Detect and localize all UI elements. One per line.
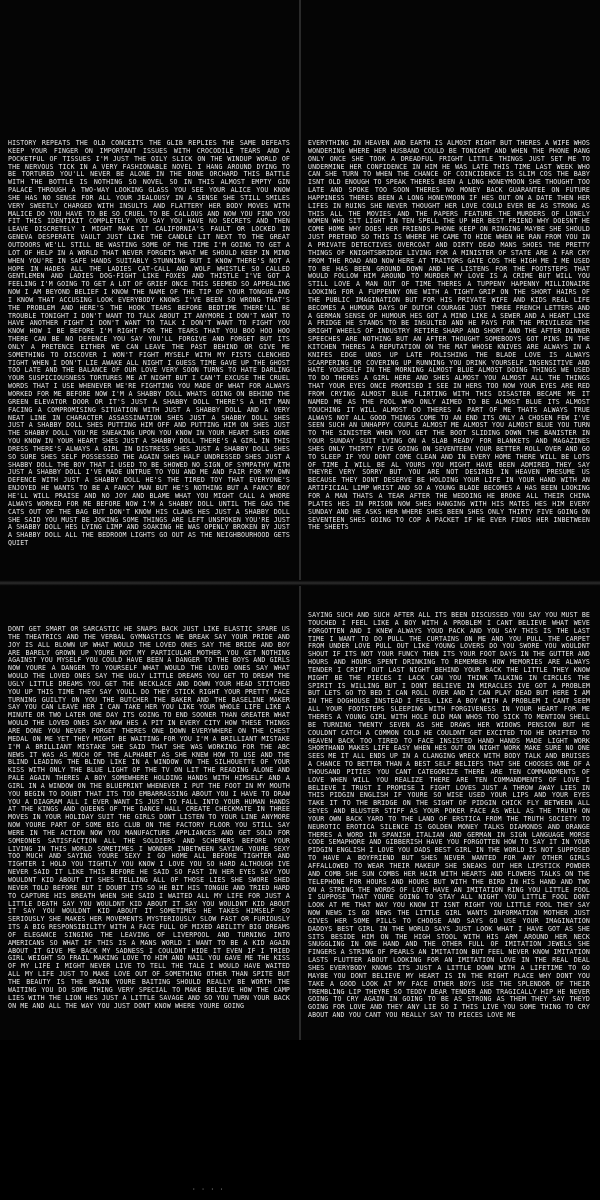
bottom-text-fragment: · · · · xyxy=(192,1186,225,1193)
horizontal-fold-crease xyxy=(0,580,600,586)
lyrics-panel-bottom-left: DONT GET SMART OR SARCASTIC HE SNAPS BACK JUST LIKE ELASTIC SPARE US THE THEATRICS AND THE VERBAL GYMNASTICS WE BREAK SAY YOUR PRIDE AND JOY IS ALL BLOWN UP WHAT WOULD THE LOVED ONES SAY THE BRIDE AND BOY ARE BARELY GROWN UP YOURE NOT MY PARTICULAR MOTHER YOU GET NOTHING AGAINST YOU MYSELF YOU COULD HAVE BEEN A DANGER TO THE BOYS AND GIRLS NOW YOURE A DANGER TO YOURSELF WHAT WOULD THE LOVED ONES SAY WHAT WOULD THE LOVED ONES SAY THE UGLY LITTLE DREAMS YOU GET TO DREAM THE UGLY LITTLE DREAMS YOU GET THE NECKLACE AND DOWN YOUR HEAD STITCHED YOU UP THIS TIME THEY SAY YOULL DO THEY STICK RIGHT YOUR PRETTY FACE TURNING GUILTY ON YOU THE BUTCHER THE BAKER AND THE BASELINE MAKER SAY YOU CAN LEAVE HER I CAN TAKE HER YOU LIKE YOUR WHOLE LIFE LIKE A MINUTE OR TWO LATER ONE DAY ITS GOING TO END SOONER THAN GREATER WHAT WOULD THE LOVED ONES SAY NOW HES A PIT IN EVERY CITY HOW THESE THINGS ARE DONE YOU NEVER FORGET THERES ONE DOWN EVERYWHERE ON THE CHEST MEDAL ON ME YET THEY MIGHT BE WAITING FOR YOU I'M A BRILLIANT MISTAKE I'M A BRILLIANT MISTAKE SHE SAID THAT SHE WAS WORKING FOR THE ABC NEWS IT WAS AS MUCH OF THE ALPHABET AS SHE KNEW HOW TO USE AND THE BLIND LEADING THE BLIND LIKE IN A WINDOW ON THE SILHOUETTE OF YOUR KISS WITH ONLY THE BLUE LIGHT OF THE TV ON LIT THE READING ALONE AND PALE AGAIN THERES A BOY SOMEWHERE HOLDING HANDS WITH HIMSELF AND A GIRL IN A WINDOW ON THE BLUEPRINT WHENEVER I PUT THE FOOT IN MY MOUTH YOU BEGIN TO DOUBT THAT ITS TOO EMBARRASSING ABOUT YOU I HAVE TO DRAW YOU A DIAGRAM ALL I EVER WANT IS JUST TO FALL INTO YOUR HUMAN HANDS AT THE KINGS AND QUEENS OF THE DANCE HALL CREATE CHECKMATE IN THREE MOVES IN YOUR HOLIDAY SUIT THE GIRLS DONT LISTEN TO YOUR LINE ANYMORE NOW YOURE PART OF SOME BIG CLUB ON THE FACTORY FLOOR YOU STILL SAY WERE IN THE ACTION NOW YOU MANUFACTURE APPLIANCES AND GET SOLD FOR SOMEONES SATISFACTION ALL THE SOLDIERS AND SCHEMERS BEFORE YOUR LIVING IN THIS WORLD SOMETIMES I WONDER INBETWEEN SAYING YOURE SEXY TOO MUCH AND SAYING YOURE SEXY I GO HOME ALL BEFORE TIGHTER AND TIGHTER I HOLD YOU TIGHTLY YOU KNOW I LOVE YOU SO HARD ALTHOUGH IVE NEVER SAID IT LIKE THIS BEFORE HE SAID SO FAST IN HER EYES SAY YOU WOULDNT KID ABOUT IT SHES TELLING ALL OF THOSE LIES SHE SWORE SHED NEVER TOLD BEFORE BUT I DOUBT ITS SO HE BIT HIS TONGUE AND TRIED HARD TO CAPTURE HIS BREATH WHEN SHE SAID I WAITED ALL MY LIFE FOR JUST A LITTLE DEATH SAY YOU WOULDNT KID ABOUT IT SAY YOU WOULDNT KID ABOUT IT SAY YOU WOULDNT KID ABOUT IT SOMETIMES HE TAKES HIMSELF SO SERIOUSLY SHE MAKES HER MOVEMENTS MYSTERIOUSLY SLOW FAST OR FURIOUSLY ITS A BIG RESPONSIBILITY WITH A FACE FULL OF MIXED ABILITY BIG DREAMS OF ELEGANCE SINGING THE LEAVING OF LIVERPOOL AND TURNING INTO AMERICANS SO WHAT IF THIS IS A MANS WORLD I WANT TO BE A KID AGAIN ABOUT IT GIVE ME BACK MY SADNESS I COULDNT HIDE IT EVEN IF I TRIED GIRL WEIGHT SO FRAIL MAKING LOVE TO HIM AND NAIL YOU GAVE ME THE KISS OF MY LIFE I MIGHT NEVER LIVE TO TELL THE TALE I WOULD HAVE WAITED ALL MY LIFE JUST TO MAKE LOVE OUT OF SOMETHING OTHER THAN SPITE BUT THE BEAUTY IS THE BRAIN YOURE BAITING SHOULD REALLY BE WORTH THE WAITING YOU DO SOME THING VERY SPECIAL TO MAKE BELIEVE HOW THE CAMP LIES WITH THE LION HES JUST A LITTLE SAVAGE AND SO YOU TURN YOUR BACK ON ME AND ALL THE WAY YOU JUST DONT KNOW WHERE YOURE GOING xyxy=(8,626,290,1010)
lyrics-panel-bottom-right: SAYING SUCH AND SUCH AFTER ALL ITS BEEN DISCUSSED YOU SAY YOU MUST BE TOUCHED I FEEL LIKE A BOY WITH A PROBLEM I CANT BELIEVE WHAT WEVE FORGOTTEN AND I KNEW ALWAYS YOUD PACK AND YOU SAY THIS IS THE LAST TIME I WANT TO DO PULL THE CURTAINS ON ME AND YOU PULL THE CARPET FROM UNDER LOVE PULL OUT LIKE YOUNG LOVERS DO YOU SWORE YOU WOULDNT SHOUT IF ITS NOT YOUR FUNCY THEN ITS YOUR FOOT DAYS IN THE GUTTER AND HOURS AND HOURS SPENT DRINKING TO REMEMBER HOW MEMORIES ARE ALWAYS TENDER I CRIPT OUT LAST NIGHT BEHIND YOUR BACK THE LITTLE THEY KNOW MIGHT BE THE PIECES I LACK CAN YOU THINK TALKING IN CIRCLES THE SPIRIT IS WILLING BUT I DONT BELIEVE IN MIRACLES IVE GOT A PROBLEM BUT LETS GO TO BED I CAN ROLL OVER AND I CAN PLAY DEAD BUT HERE I AM IN THE DOGHOUSE INSTEAD I FEEL LIKE A BOY WITH A PROBLEM I CANT SEEM ALL YOUR FOOTSTEPS SLEEPING WITH FORGIVENESS IN YOUR HEART FOR ME THERES A YOUNG GIRL WITH HOLE OLD MAN WHOS TOO SICK TO MENTION SHELL BE TURNING TWENTY SEVEN AS SHE DRAWS HER WIDOWS PENSION BUT HE COULDNT CATCH A COMMON COLD HE COULDNT GET EXCITED TOO HE DRIFTED TO HEAVEN BACK TOO TIRED TO FACE INSISTED HAND HANDS MADE LIGHT WORK SHORTHAND MAKES LIFE EASY WHEN HES OUT ON NIGHT WORK MAKE SURE NO ONE SEES ME IT ALL ENDS UP IN A CLANGING WRECK WITH BODY TALK AND BRUISES A CHANCE TO BETTER THAN A BEST SELF BELIEFS THAT SHE CHOOSES ONE OF A THOUSAND PITIES YOU CANT CATEGORIZE THERE ARE TEN COMMANDMENTS OF LOVE WHEN WILL YOU REALIZE THERE ARE TEN COMMANDMENTS OF LOVE I BELIEVE I TRUST I PROMISE I FIGHT LOVES JUST A THROW AWAY LIES IN THIS PIDGIN ENGLISH IF YOURE SO WISE USED YOUR LIPS AND YOUR EYES TAKE IT TO THE BRIDGE ON THE SIGHT OF PIDGIN CHICK FLY BETWEEN ALL SEYES AND BLUSTER STIFF AS YOUR POKER FACE AS WELL AS THE TRUTH ON YOUR OWN BACK YARD TO THE LAND OF ERSTICA FROM THE TRUTH SOCIETY TO NEUROTIC EROTICA SILENCE IS GOLDEN MONEY TALKS DIAMONDS AND ORANGE THERES A WORD IN SPANISH ITALIAN AND GERMAN IN SIGN LANGUAGE MORSE CODE SEMAPHORE AND GIBBERISH HAVE YOU FORGOTTEN HOW TO SAY IT IN YOUR PIDGIN ENGLISH I LOVE YOU DADS BEST GIRL IN THE WORLD IS NOT SUPPOSED TO HAVE A BOYFRIEND BUT SHES NEVER WANTED FOR ANY OTHER GIRLS AFFALLOWED TO WEAR THEIR MAKEUP SHE SNEAKS OUT HER LIPSTICK POWDER AND COMB SHE SUN COMBS HER HAIR WITH HEARTS AND FLOWERS TALKS ON THE TELEPHONE FOR HOURS AND HOURS BUT WITH THE BIRD IN HIS HAND AND TWO ON A STRING THE WORDS OF LOVE HAVE AN IMITATION RING YOU LITTLE FOOL I SUPPOSE THAT YOURE GOING TO STAY ALL NIGHT YOU LITTLE FOOL DONT LOOK AT ME THAT WAY YOU KNOW IT ISNT RIGHT YOU LITTLE FOOL THEY SAY NOW NEWS IS GO NEWS THE LITTLE GIRL WANTS INFORMATION MOTHER JUST GIVES HER SOME PILLS TO CHOOSE AND SAYS GO USE YOUR IMAGINATION DADDYS BEST GIRL IN THE WORLD SAYS JUST LOOK WHAT I HAVE GOT AS SHE SITS BESIDE HIM ON THE HIGH STOOL WITH HIS ARM AROUND HER NECK SNUGGLING IN ONE HAND AND THE OTHER FULL OF IMITATION JEWELS SHE FINGERS A STRING OF PEARLS AN IMITATION BUT FEEL NEVER KNOW IMITATION LASTS FLUTTER ABOUT LOOKING FOR AN IMITATION LOVE IN THE REAL DEAL SHES EVERYBODY KNOWS ITS JUST A LITTLE DOWN WITH A LIFETIME TO GO MAYBE YOU DONT BELIEVE MY HEART IS IN THE RIGHT PLACE WHY DONT YOU TAKE A GOOD LOOK AT MY FACE OTHER BOYS USE THE SPLENDOR OF THEIR TREMBLING LIP THEYRE SO TEDDY DEAR TENDER AND TRAGICALLY HIP HE NEVER GOING TO CRY AGAIN IN GOING TO BE AS STRONG AS THEM THEY SAY THEYD GOING FOR LOVE AND THEY ANY LIE SO I THIS LIVE YOU SOME THING TO CRY ABOUT AND YOU CANT YOU REALLY SAY TO PIECES LOVE ME xyxy=(308,612,590,1020)
lyrics-panel-top-left: HISTORY REPEATS THE OLD CONCEITS THE GLIB REPLIES THE SAME DEFEATS KEEP YOUR FINGER ON IMPORTANT ISSUES WITH CROCODILE TEARS AND A POCKETFUL OF TISSUES I'M JUST THE OILY SLICK ON THE WINDUP WORLD OF THE NERVOUS TICK IN A VERY FASHIONABLE NOVEL I HANG AROUND DYING TO BE TORTURED YOU'LL NEVER BE ALONE IN THE BONE ORCHARD THIS BATTLE WITH THE BOTTLE IS NOTHING SO NOVEL SO IN THIS ALMOST EMPTY GIN PALACE THROUGH A TWO-WAY LOOKING GLASS YOU SEE YOUR ALICE YOU KNOW SHE HAS NO SENSE FOR ALL YOUR JEALOUSY IN A SENSE SHE STILL SMILES VERY SWEETLY CHARGED WITH INSULTS AND FLATTERY HER BODY MOVES WITH MALICE DO YOU HAVE TO BE SO CRUEL TO BE CALLOUS AND NOW YOU FIND YOU FIT THIS IDENTIKIT COMPLETELY YOU SAY YOU HAVE NO SECRETS AND THEN LEAVE DISCRETELY I MIGHT MAKE IT CALIFORNIA'S FAULT OR LOCKED IN GENEVA DESPERATE VAULT JUST LIKE THE CANDLE LIT NEXT TO THE GREAT OUTDOORS WE'LL STILL BE WASTING SOME OF THE TIME I'M GOING TO GET A LOT OF HELP IN A WORLD THAT NEVER FORGETS WHAT WE SHOULD KEEP IN MIND WHEN YOU'RE IN SAFE HANDS SUITABLY STUNNING BUT I KNOW THERE'S NOT A HOPE IN HADES ALL THE LADIES CAT-CALL AND WOLF WHISTLE SO CALLED GENTLEMEN AND LADIES DOG-FIGHT LIKE FOXES AND THISTLE I'VE GOT A FEELING I'M GOING TO GET A LOT OF GRIEF ONCE THIS SEEMED SO APPEALING NOW I AM BEYOND BELIEF I KNOW THE NAME OF THE TIP OF YOUR TONGUE AND I KNOW THAT ACCUSING LOOK EVERYBODY KNOWS I'VE BEEN SO WRONG THAT'S THE PROBLEM AND HERE'S THE HOOK TEARS BEFORE BEDTIME THERE'LL BE TROUBLE TONIGHT I DON'T WANT TO TALK ABOUT IT ANYMORE I DON'T WANT TO HAVE ANOTHER FIGHT I DON'T WANT TO TALK I DON'T WANT TO FIGHT YOU KNOW HOW I BE BEFORE I'M RIGHT FOR THE TEARS THAT YOU BOO HOO HOO THERE CAN BE NO DEFENCE YOU SAY YOU'LL FORGIVE AND FORGET BUT ITS ONLY A PRETENCE EITHER WE CAN LEAVE THE PAST BEHIND OR GIVE ME SOMETHING TO DISCOVER I WON'T FIGHT MYSELF WITH MY FISTS CLENCHED TIGHT WHEN I DON'T LIE AWAKE ALL NIGHT I GUESS TIME GAVE UP THE GHOST TOO LATE AND THE BALANCE OF OUR LOVE VERY SOON TURNS TO HATE DARLING YOUR SUSPICIOUSNESS TORTURES ME AT NIGHT BUT I CAN'T EXCUSE THE CRUEL WORDS THAT I USE WHENEVER WE'RE FIGHTING YOU MADE OF WHAT FOR ALWAYS WORKED FOR ME BEFORE NOW I'M A SHABBY DOLL WHATS GOING ON BEHIND THE GREEN ELEVATOR DOOR OR IT'S JUST A SHABBY DOLL THERE'S A HIT MAN FACING A COMPROMISING SITUATION WITH JUST A SHABBY DOLL AND A VERY NEAT LINE IN CHARACTER ASSASSINATION SHES JUST A SHABBY DOLL SHES JUST A SHABBY DOLL SHES PUTTING HIM OFF AND PUTTING HIM ON SHES JUST THE SHABBY DOLL YOU'RE SNEAKING UPON YOU KNOW IN YOUR HEART SHES GONE YOU KNOW IN YOUR HEART SHES JUST A SHABBY DOLL THERE'S A GIRL IN THIS DRESS THERE'S ALWAYS A GIRL IN DISTRESS SHES JUST A SHABBY DOLL SHES SO SURE SHES SELF POSSESSED THE AGAIN SHES HALF UNDRESSED SHES JUST A SHABBY DOLL THE BOY THAT I USED TO BE SHOWED NO SIGN OF SYMPATHY WITH JUST A SHABBY DOLL I'VE MADE UNTRUE TO YOU AND ME AND FAIR FOR MY OWN DEFENCE WITH JUST A SHABBY DOLL HE'S THE TIRED TOY THAT EVERYONE'S ENJOYED HE WANTS TO BE A FANCY MAN BUT HE'S NOTHING BUT A FANCY BOY HE'LL WILL PRAISE AND NO JOY AND BLAME WHAT YOU MIGHT CALL A WHORE ALWAYS WORKED FOR ME BEFORE NOW I'M A SHABBY DOLL UNTIL THE GAG THE CATS OUT OF THE BAG BUT DON'T KNOW HIS CLAWS HES JUST A SHABBY DOLL SHE SAID YOU MUST BE JOKING SOME THINGS ARE LEFT UNSPOKEN YOU'RE JUST A SHABBY DOLL HES LYING LIMP AND SOAKING HE WAS OPENLY BROKEN BY JUST A SHABBY DOLL ALL THE BEDROOM LIGHTS GO OUT AS THE NEIGHBOURHOOD GETS QUIET xyxy=(8,140,290,548)
vertical-fold-crease xyxy=(299,0,301,1040)
lyrics-panel-top-right: EVERYTHING IN HEAVEN AND EARTH IS ALMOST RIGHT BUT THERES A WIFE WHOS WONDERING WHERE HER HUSBAND COULD BE TONIGHT AND WHEN THE PHONE RANG ONLY ONCE SHE TOOK A DREADFUL FRIGHT LITTLE THINGS JUST SET ME TO UNDERMINE HER CONFIDENCE IN HIM HE WAS LATE THIS TIME LAST WEEK WHO CAN SHE TURN TO WHEN THE CHANCE OF COINCIDENCE IS SLIM COS THE BABY ISNT OLD ENOUGH TO SPEAK THERES BEEN A LONG HONEYMOON SHE THOUGHT TOO LATE AND SPOKE TOO SOON THERES NO MONEY BACK GUARANTEE ON FUTURE HAPPINESS THERES BEEN A LONG HONEYMOON IF HES OUT ON A DATE THEN HER LIFES IN RUINS SHE NEVER THOUGHT HER LOVE COULD EVER BE AS STRONG AS THIS ALL THE MOVIES AND THE PAPERS FEATURE THE MURDERS OF LONELY WOMEN WHO SIT LIGHT IN TEN SPELL THE UP HER BEST FRIEND WHY DOESNT HE COME HOME WHY DOES HER FRIENDS PHONE KEEP ON RINGING MAYBE SHE SHOULD JUST PRETEND SO THIS IS WHERE HE CAME TO HIDE WHEN HE RAN FROM YOU IN A PRIVATE DETECTIVES OVERCOAT AND DIRTY DEAD MANS SHOES THE PRETTY THINGS OF KNIGHTSBRIDGE LIVING FOR A MINISTER OF STATE ARE A FAR CRY FROM THE ROAD AND NOW HERE AT TRAITORS GATE COS THE HIGH ME I ME USED TO BE HAS BEEN GROUND DOWN AND HE LISTENS FOR THE FOOTSTEPS THAT WOULD FOLLOW HIM AROUND TO MURDER MY LOVE IS A CRIME BUT WILL YOU STILL LOVE A MAN OUT OF TIME THERES A TUPPENY HAPENNY MILLIONAIRE LOOKING FOR A FUPPENNY ONE WITH A TIGHT GRIP ON THE SHORT HAIRS OF THE PUBLIC IMAGINATION BUT FOR HIS PRIVATE WIFE AND KIDS REAL LIFE BECOMES A HUMOUR DAYS OF DUTCH COURAGE JUST THREE FRENCH LETTERS AND A GERMAN SENSE OF HUMOUR HES GOT A MIND LIKE A SEWER AND A HEART LIKE A FRIDGE HE STANDS TO BE INSULTED AND HE PAYS FOR THE PRIVILEGE THE BRIGHT WHEELS OF INDUSTRY RETIRE SHARP AND SHORT AND THE AFTER DINNER SPEECHES ARE NOTHING BUT AN AFTER THOUGHT SOMEBODYS GOT PINS IN THE KITCHEN THERES A REPUTATION ON THE MAT WHOSE KNIVES ARE ALWAYS IN A KNIFES EDGE UNDS UP LATE POLISHING THE BLADE LOVE IS ALWAYS SCARPERING OR COVERING UP RUNNING YOU DRINK YOURSELF INSENSITIVE AND HATE YOURSELF IN THE MORNING ALMOST BLUE ALMOST DOING THINGS WE USED TO DO THERES A GIRL HERE AND SHES ALMOST YOU ALMOST ALL THE THINGS THAT YOUR EYES ONCE PROMISED I SEE IN HERS TOO NOW YOUR EYES ARE RED FROM CRYING ALMOST BLUE FLIRTING WITH THIS DISASTER BECAME ME IT NAMED ME AS THE FOOL WHO ONLY AIMED TO BE ALMOST BLUE ITS ALMOST TOUCHING IT WILL ALMOST DO THERES A PART OF ME THATS ALWAYS TRUE ALWAYS NOT ALL GOOD THINGS COME TO AN END ITS ONLY A CHOSEN FEW I'VE SEEN SUCH AN UNHAPPY COUPLE ALMOST ME ALMOST YOU ALMOST BLUE YOU TURN TO THE SINISTER WHEN YOU GET THE BOOT SLIDING DOWN THE BANISTER IN YOUR SUNDAY SUIT LYING ON A SLAB READY FOR BLANKETS AND MAGAZINES SHES ONLY THIRTY FIVE GOING ON SEVENTEEN YOUR BETTER ROLL OVER AND GO TO SLEEP IF YOU DONT COME CLEAN AND IN EVERY HOME THERE WILL BE LOTS OF TIME I WILL BE AL YOURS YOU MIGHT HAVE BEEN ADMIRED THEY SAY THEYRE VERY SORRY BUT YOU ARE NOT DESIRED IN HEAVEN PRESUME US BECAUSE THEY DONT DESERVE BE HOLDING YOUR LIFE IN YOUR HAND WITH AN ARTIFICIAL LIMP WRIST AND SO A YOUNG BLADE BECOMES A HAS BEEN LOOKING FOR A MAN THATS A TEAR AFTER THE WEDDING HE BROKE ALL THEIR CHINA PLATES HES IN PRISON NOW SHES HANGING WITH HIS MATES HES HIM EVERY SUNDAY AND HE ASKS HER WHERE SHES BEEN SHES ONLY THIRTY FIVE GOING ON SEVENTEEN SHES GOING TO COP A PACKET IF HE EVER FINDS HER INBETWEEN THE SHEETS xyxy=(308,140,590,532)
